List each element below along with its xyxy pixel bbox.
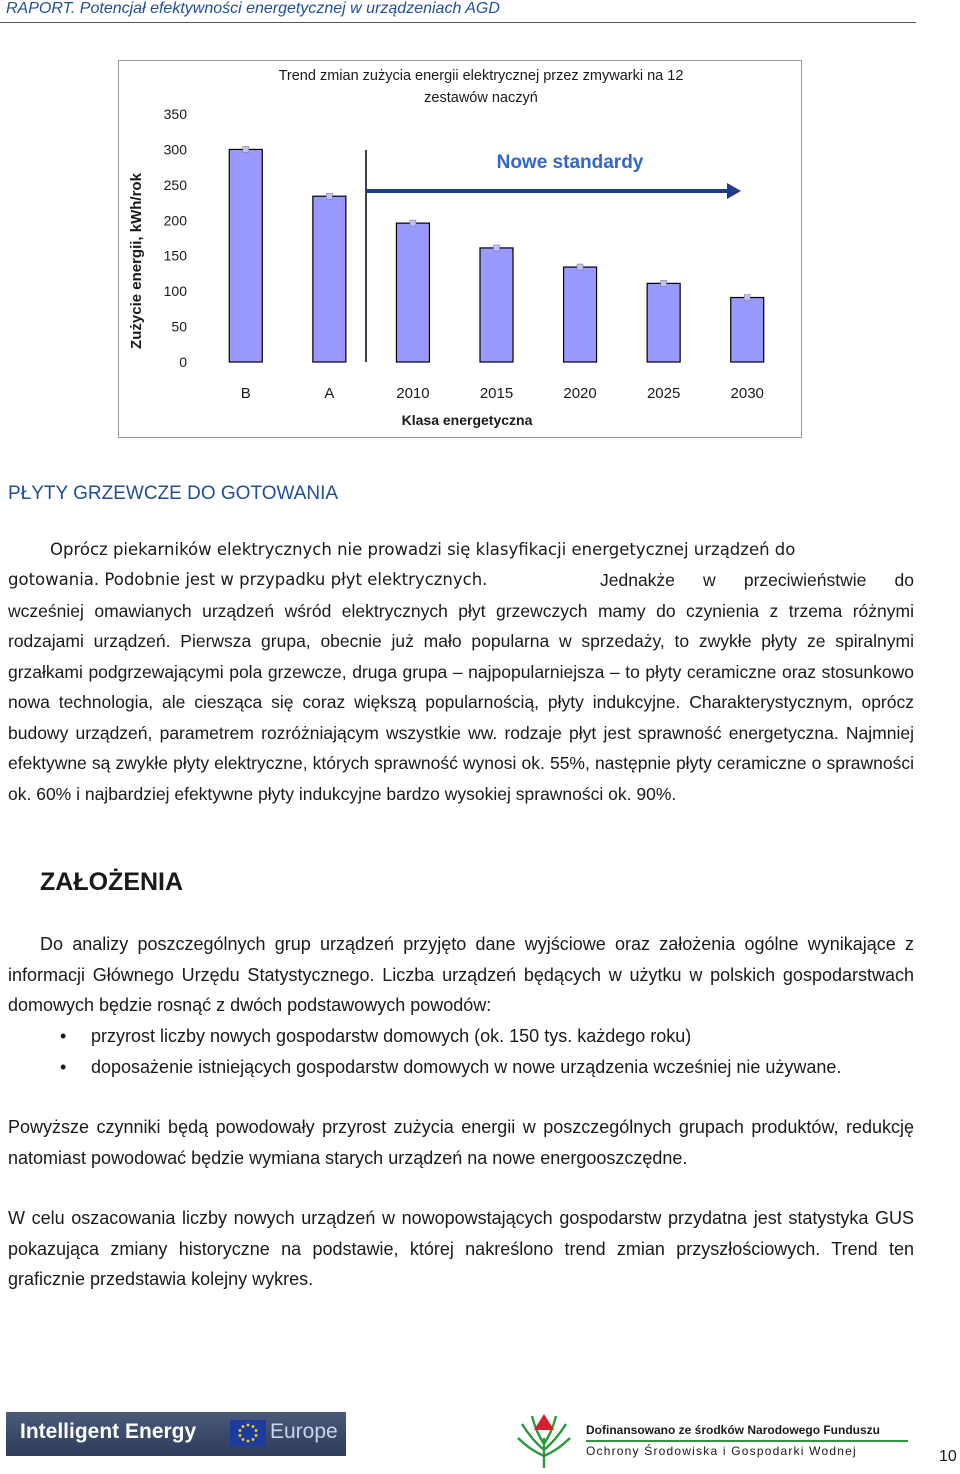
chart-y-axis-label: Zużycie energii, kWh/rok <box>128 173 145 349</box>
chart-annotation-arrowhead <box>727 183 741 199</box>
page-number: 10 <box>939 1448 957 1465</box>
chart-bar <box>229 149 262 362</box>
bullet-list-reasons <box>8 1021 914 1082</box>
chart-x-axis-label: Klasa energetyczna <box>401 412 533 428</box>
y-tick-label: 100 <box>163 283 187 300</box>
chart-bar <box>480 248 513 362</box>
y-tick-label: 250 <box>163 176 187 193</box>
dishwasher-energy-chart <box>118 60 802 438</box>
chart-bar-marker <box>494 245 500 251</box>
header-divider <box>0 22 916 23</box>
x-category-label: 2015 <box>479 385 514 402</box>
nfosigw-text-line-2: Ochrony Środowiska i Gospodarki Wodnej <box>586 1444 857 1458</box>
y-tick-label: 50 <box>171 318 187 335</box>
logo-text-europe: Europe <box>270 1420 338 1443</box>
nfosigw-divider <box>586 1440 908 1442</box>
chart-title-line-1: Trend zmian zużycia energii elektrycznej przez zmywarki na 12 <box>278 68 684 84</box>
section-heading-plyty: PŁYTY GRZEWCZE DO GOTOWANIA <box>8 483 339 504</box>
y-tick-label: 0 <box>179 354 187 370</box>
intelligent-energy-europe-logo <box>6 1412 346 1456</box>
paragraph-plyty-line-1: Oprócz piekarników elektrycznych nie prowadzi się klasyfikacji energetycznej urządzeń do <box>50 540 796 559</box>
report-header-title: RAPORT. Potencjał efektywności energetycznej w urządzeniach AGD <box>6 0 500 17</box>
list-item: • doposażenie istniejących gospodarstw domowych w nowe urządzenia wcześniej nie używane. <box>8 1052 914 1083</box>
logo-text-main: Intelligent Energy <box>20 1420 197 1443</box>
chart-bar <box>564 267 597 362</box>
bullet-icon: • <box>60 1056 67 1077</box>
chart-bar <box>313 196 346 362</box>
x-category-label: 2030 <box>730 385 764 402</box>
x-category-label: B <box>240 385 251 402</box>
chart-bar <box>647 283 680 362</box>
x-category-label: 2010 <box>396 385 430 402</box>
eu-flag-icon <box>230 1420 266 1446</box>
chart-annotation-nowe-standardy: Nowe standardy <box>496 152 644 173</box>
chart-canvas <box>119 61 801 437</box>
chart-title-line-2: zestawów naczyń <box>424 90 538 106</box>
paragraph-zalozenia-intro: Do analizy poszczególnych grup urządzeń przyjęto dane wyjściowe oraz założenia ogólne wynikające z informacji Głównego Urzędu Statystycznego. Liczba urządzeń będących w użytku w polskich gospodarstwach domowych będzie rosnąć z dwóch podstawowych powodów: <box>8 934 914 1015</box>
nfosigw-text-line-1: Dofinansowano ze środków Narodowego Funduszu <box>586 1423 881 1437</box>
paragraph-gus: W celu oszacowania liczby nowych urządzeń w nowopowstających gospodarstw przydatna jest statystyka GUS pokazująca zmiany historyczne na podstawie, której nakreślono trend zmian przyszłościowych. Trend ten graficznie przedstawia kolejny wykres. <box>8 1208 914 1289</box>
paragraph-plyty-line-2: gotowania. Podobnie jest w przypadku płyt elektrycznych. <box>8 570 488 589</box>
y-tick-label: 350 <box>163 106 187 122</box>
chart-bar-marker <box>577 264 583 270</box>
y-tick-label: 150 <box>163 247 187 264</box>
y-tick-label: 300 <box>163 141 187 158</box>
chart-bar <box>731 298 764 362</box>
section-heading-zalozenia: ZAŁOŻENIA <box>40 868 184 896</box>
x-category-label: 2020 <box>563 385 597 402</box>
y-tick-label: 200 <box>163 212 187 229</box>
chart-bar <box>396 223 429 362</box>
bullet-icon: • <box>60 1026 67 1046</box>
chart-bar-marker <box>243 146 249 152</box>
list-item: • przyrost liczby nowych gospodarstw domowych (ok. 150 tys. każdego roku) <box>8 1021 914 1052</box>
x-category-label: A <box>324 385 335 402</box>
x-category-label: 2025 <box>646 385 681 402</box>
paragraph-plyty-main: Jednakże w przeciwieństwie do wcześniej omawianych urządzeń wśród elektrycznych płyt grzewczych mamy do czynienia z trzema różnymi rodzajami urządzeń. Pierwsza grupa, obecnie już mało popularna w sprzedaży, to zwykłe płyty ze spiralnymi grzałkami podgrzewającymi pola grzewcze, druga grupa – najpopularniejsza – to płyty ceramiczne oraz stosunkowo nowa technologia, ale ciesząca się coraz większą popularnością, płyty indukcyjne. Charakterystycznym, oprócz budowy urządzeń, parametrem rozróżniającym wszystkie ww. rodzaje płyt jest sprawność energetyczna. Najmniej efektywne są zwykłe płyty elektryczne, których sprawność wynosi ok. 55%, następnie płyty ceramiczne o sprawności ok. 60% i najbardziej efektywne płyty indukcyjne bardzo wysokiej sprawności ok. 90%. <box>8 570 914 804</box>
paragraph-czynniki: Powyższe czynniki będą powodowały przyrost zużycia energii w poszczególnych grupach produktów, redukcję natomiast powodować będzie wymiana starych urządzeń na nowe energooszczędne. <box>8 1117 914 1168</box>
chart-bar-marker <box>410 220 416 226</box>
chart-bar-marker <box>661 280 667 286</box>
nfosigw-emblem-icon <box>512 1410 576 1472</box>
chart-bar-marker <box>326 193 332 199</box>
chart-bar-marker <box>744 295 750 301</box>
